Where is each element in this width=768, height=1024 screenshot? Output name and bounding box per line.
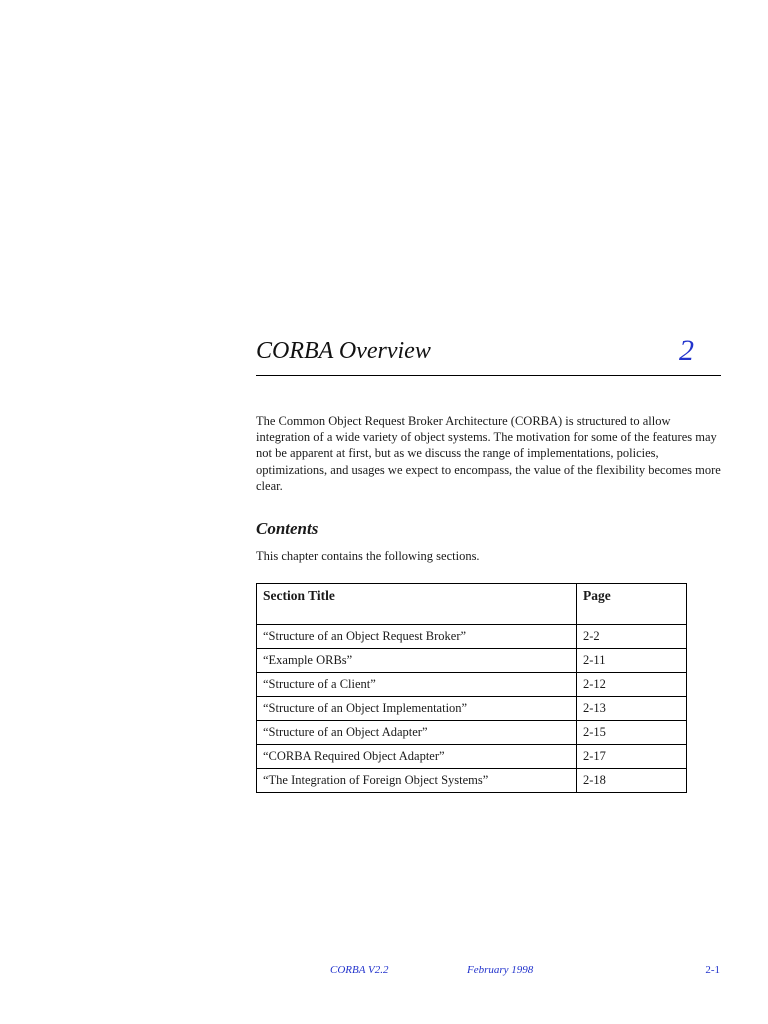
table-row [257,745,687,769]
footer-document-name: CORBA V2.2 [330,964,389,976]
page-cell: 2-15 [577,721,687,745]
header-page: Page [577,584,687,625]
chapter-number: 2 [679,334,694,367]
table-row [257,625,687,649]
section-title-cell: “The Integration of Foreign Object Systems” [257,769,577,793]
footer-date: February 1998 [467,964,534,976]
page-cell: 2-13 [577,697,687,721]
table-row [257,769,687,793]
contents-table [256,583,687,793]
chapter-title: CORBA Overview [256,338,431,364]
header-section-title: Section Title [257,584,577,625]
section-title-cell: “Structure of an Object Request Broker” [257,625,577,649]
page-cell: 2-12 [577,673,687,697]
chapter-header [256,332,721,376]
contents-description: This chapter contains the following sections. [256,549,480,563]
intro-paragraph: The Common Object Request Broker Architecture (CORBA) is structured to allow integration of a wide variety of object systems. The motivation for some of the features may not be apparent at first, but as we discuss the range of implementations, policies, optimizations, and usages we expect to encompass, the value of the flexibility becomes more clear. [256,414,721,493]
table-row [257,721,687,745]
page-cell: 2-11 [577,649,687,673]
table-header-row [257,584,687,625]
section-title-cell: “Structure of a Client” [257,673,577,697]
page-cell: 2-17 [577,745,687,769]
page-cell: 2-18 [577,769,687,793]
section-title-cell: “CORBA Required Object Adapter” [257,745,577,769]
table-row [257,649,687,673]
section-title-cell: “Example ORBs” [257,649,577,673]
contents-heading: Contents [256,519,319,538]
footer-page-number: 2-1 [705,964,720,976]
section-title-cell: “Structure of an Object Adapter” [257,721,577,745]
section-title-cell: “Structure of an Object Implementation” [257,697,577,721]
table-row [257,697,687,721]
page-cell: 2-2 [577,625,687,649]
table-row [257,673,687,697]
